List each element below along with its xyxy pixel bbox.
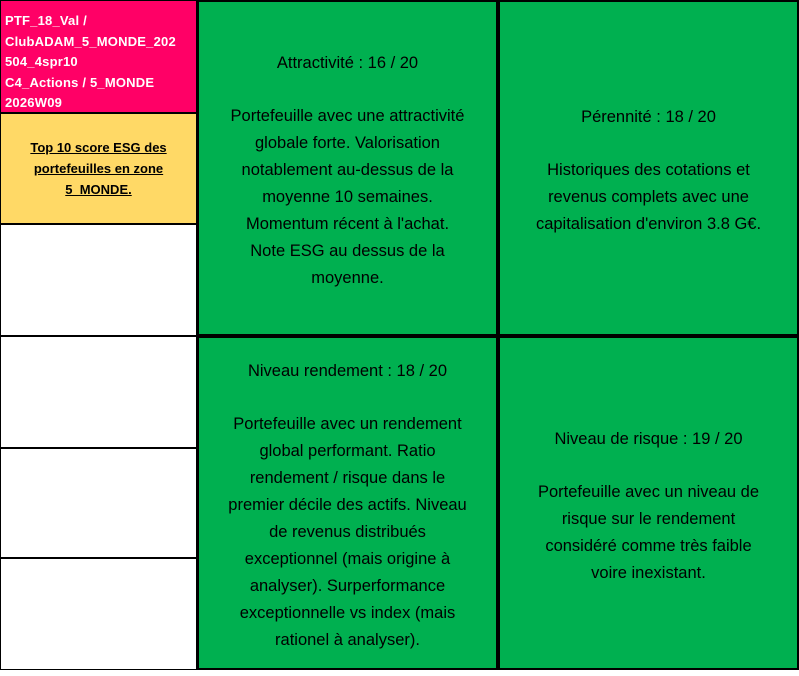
- empty-cell: [0, 224, 197, 336]
- rendement-heading: Niveau rendement : 18 / 20: [247, 362, 448, 380]
- rendement-description: Portefeuille avec un rendement global performant. Ratio rendement / risque dans le premier décile des actifs. Niveau de revenus distribués exceptionnel (mais origine à analyser). Surperformance exceptionnelle vs index (mais rationel à analyser).: [228, 415, 467, 649]
- portfolio-title-line: PTF_18_Val /: [5, 13, 87, 28]
- portfolio-title-cell: [0, 0, 197, 113]
- esg-top10-link[interactable]: Top 10 score ESG des portefeuilles en zone 5_MONDE.: [30, 140, 167, 197]
- empty-cell: [0, 448, 197, 558]
- attractivite-heading: Attractivité : 16 / 20: [276, 54, 419, 72]
- esg-link-cell: [0, 113, 197, 224]
- attractivite-panel: [197, 0, 498, 336]
- perennite-description: Historiques des cotations et revenus complets avec une capitalisation d'environ 3.8 G€.: [535, 161, 762, 233]
- perennite-heading: Pérennité : 18 / 20: [581, 108, 716, 126]
- empty-cell: [0, 558, 197, 670]
- portfolio-title-line: 2026W09: [5, 95, 63, 110]
- perennite-panel: [498, 0, 799, 336]
- empty-cell: [0, 336, 197, 448]
- risque-panel: [498, 336, 799, 670]
- risque-heading: Niveau de risque : 19 / 20: [554, 430, 743, 448]
- attractivite-description: Portefeuille avec une attractivité globale forte. Valorisation notablement au-dessus de la moyenne 10 semaines. Momentum récent à l'achat. Note ESG au dessus de la moyenne.: [230, 107, 465, 287]
- portfolio-title-line: 504_4spr10: [5, 54, 78, 69]
- portfolio-title-line: ClubADAM_5_MONDE_202: [5, 33, 176, 49]
- risque-description: Portefeuille avec un niveau de risque sur le rendement considéré comme très faible voire inexistant.: [537, 483, 760, 582]
- rendement-panel: [197, 336, 498, 670]
- portfolio-title-line: C4_Actions / 5_MONDE: [5, 74, 155, 90]
